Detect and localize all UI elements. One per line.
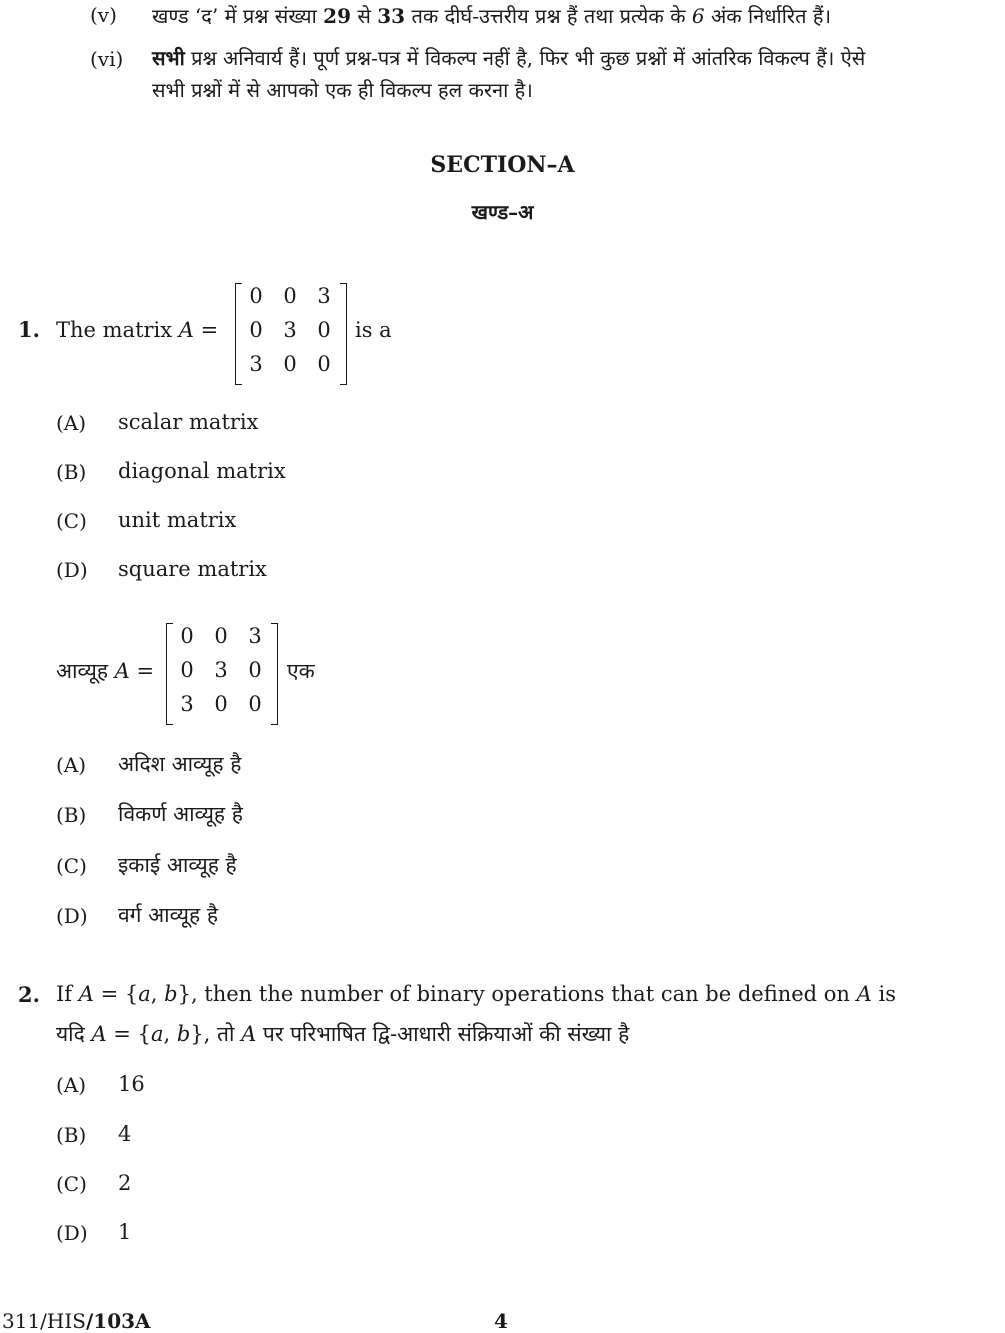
set-variable: A <box>241 1022 257 1046</box>
option-text: diagonal matrix <box>118 459 286 483</box>
option-label: (D) <box>56 558 88 582</box>
question-number: 1. <box>18 317 40 342</box>
question-text-part: , <box>163 1022 177 1046</box>
page-number: 4 <box>494 1309 508 1333</box>
instruction-bold-word: सभी <box>152 46 185 70</box>
instruction-text <box>152 42 865 74</box>
option-label: (C) <box>56 509 87 533</box>
paper-code-bold: /103A <box>85 1309 151 1333</box>
matrix-variable: A <box>114 659 130 683</box>
matrix-cell: 0 <box>248 658 262 682</box>
set-variable: A <box>856 982 872 1006</box>
equals-sign: = <box>129 659 155 683</box>
instruction-number: (v) <box>90 3 117 27</box>
matrix-cell: 3 <box>283 318 297 342</box>
question-text-part: पर परिभाषित द्वि-आधारी संक्रियाओं की संख्या है <box>256 1022 630 1046</box>
option-text: 1 <box>118 1220 132 1244</box>
question-suffix: is a <box>355 318 392 342</box>
matrix-cell: 0 <box>180 624 194 648</box>
question-prefix-hindi: आव्यूह <box>56 659 115 683</box>
option-label: (C) <box>56 854 87 878</box>
set-element: b <box>164 982 178 1006</box>
instruction-text-line2: सभी प्रश्नों में से आपको एक ही विकल्प हल करना है। <box>152 78 533 102</box>
matrix-cell: 3 <box>248 624 262 648</box>
matrix-cell: 0 <box>249 318 263 342</box>
matrix-cell: 0 <box>180 658 194 682</box>
instruction-text-part: खण्ड ‘द’ में प्रश्न संख्या <box>152 4 324 28</box>
question-text-part: }, तो <box>190 1022 242 1046</box>
question-text-part: = { <box>93 982 139 1006</box>
matrix-left-bracket <box>235 283 242 385</box>
paper-code-plain: 311/HIS <box>2 1309 86 1333</box>
question-text-part: यदि <box>56 1022 92 1046</box>
option-text: 16 <box>118 1072 145 1096</box>
matrix-a-hindi <box>166 623 278 723</box>
option-label: (C) <box>56 1172 87 1196</box>
option-text: unit matrix <box>118 508 237 532</box>
instruction-text-part: से <box>351 4 378 28</box>
set-element: a <box>150 1022 164 1046</box>
option-text: scalar matrix <box>118 410 259 434</box>
matrix-cell: 0 <box>283 352 297 376</box>
option-label: (A) <box>56 753 87 777</box>
option-text: 2 <box>118 1171 132 1195</box>
question-prefix: The matrix <box>56 318 179 342</box>
set-element: a <box>138 982 151 1006</box>
option-label: (D) <box>56 1221 88 1245</box>
question-text-hindi <box>56 657 154 685</box>
set-variable: A <box>78 982 94 1006</box>
question-text-part: = { <box>106 1022 151 1046</box>
matrix-cell: 0 <box>248 692 262 716</box>
matrix-right-bracket <box>271 623 278 725</box>
question-suffix-hindi: एक <box>287 659 315 683</box>
set-variable: A <box>91 1022 107 1046</box>
question-text-part: }, then the number of binary operations that can be defined on <box>177 982 857 1006</box>
instruction-number: (vi) <box>90 47 124 71</box>
instruction-number-bold: 33 <box>377 4 406 28</box>
option-label: (A) <box>56 1073 87 1097</box>
instruction-marks: 6 <box>691 4 705 28</box>
matrix-cell: 0 <box>317 318 331 342</box>
section-subtitle: खण्ड–अ <box>471 200 534 224</box>
option-text-hindi: इकाई आव्यूह है <box>118 853 237 877</box>
paper-code <box>2 1309 151 1333</box>
matrix-cell: 0 <box>214 624 228 648</box>
matrix-cell: 0 <box>249 284 263 308</box>
instruction-number-bold: 29 <box>323 4 352 28</box>
matrix-cell: 3 <box>249 352 263 376</box>
question-text-hindi <box>56 1020 629 1048</box>
equals-sign: = <box>193 318 219 342</box>
instruction-text-part: तक दीर्घ-उत्तरीय प्रश्न हैं तथा प्रत्येक के <box>405 4 692 28</box>
question-text-part: If <box>56 982 79 1006</box>
option-label: (B) <box>56 1123 87 1147</box>
option-text: square matrix <box>118 557 267 581</box>
matrix-right-bracket <box>340 283 347 385</box>
matrix-cell: 0 <box>317 352 331 376</box>
question-text <box>56 318 218 342</box>
instruction-text-part: प्रश्न अनिवार्य हैं। पूर्ण प्रश्न-पत्र में विकल्प नहीं है, फिर भी कुछ प्रश्नों में आंतरिक विकल्प हैं। ऐसे <box>184 46 866 70</box>
matrix-a <box>235 283 347 383</box>
instruction-text-part: अंक निर्धारित हैं। <box>704 4 832 28</box>
matrix-left-bracket <box>166 623 173 725</box>
option-text-hindi: विकर्ण आव्यूह है <box>118 802 243 826</box>
question-text-part: , <box>150 982 165 1006</box>
option-label: (A) <box>56 411 87 435</box>
section-title: SECTION–A <box>430 152 575 178</box>
option-text-hindi: अदिश आव्यूह है <box>118 752 242 776</box>
option-label: (B) <box>56 803 87 827</box>
option-label: (B) <box>56 460 87 484</box>
instruction-text <box>152 0 831 32</box>
question-number: 2. <box>18 982 40 1007</box>
question-text <box>56 982 896 1006</box>
option-text-hindi: वर्ग आव्यूह है <box>118 903 218 927</box>
matrix-variable: A <box>178 318 194 342</box>
matrix-cell: 3 <box>180 692 194 716</box>
matrix-cell: 0 <box>214 692 228 716</box>
matrix-cell: 3 <box>214 658 228 682</box>
option-label: (D) <box>56 904 88 928</box>
matrix-cell: 3 <box>317 284 331 308</box>
option-text: 4 <box>118 1122 132 1146</box>
set-element: b <box>176 1022 191 1046</box>
matrix-cell: 0 <box>283 284 297 308</box>
question-text-part: is <box>871 982 896 1006</box>
